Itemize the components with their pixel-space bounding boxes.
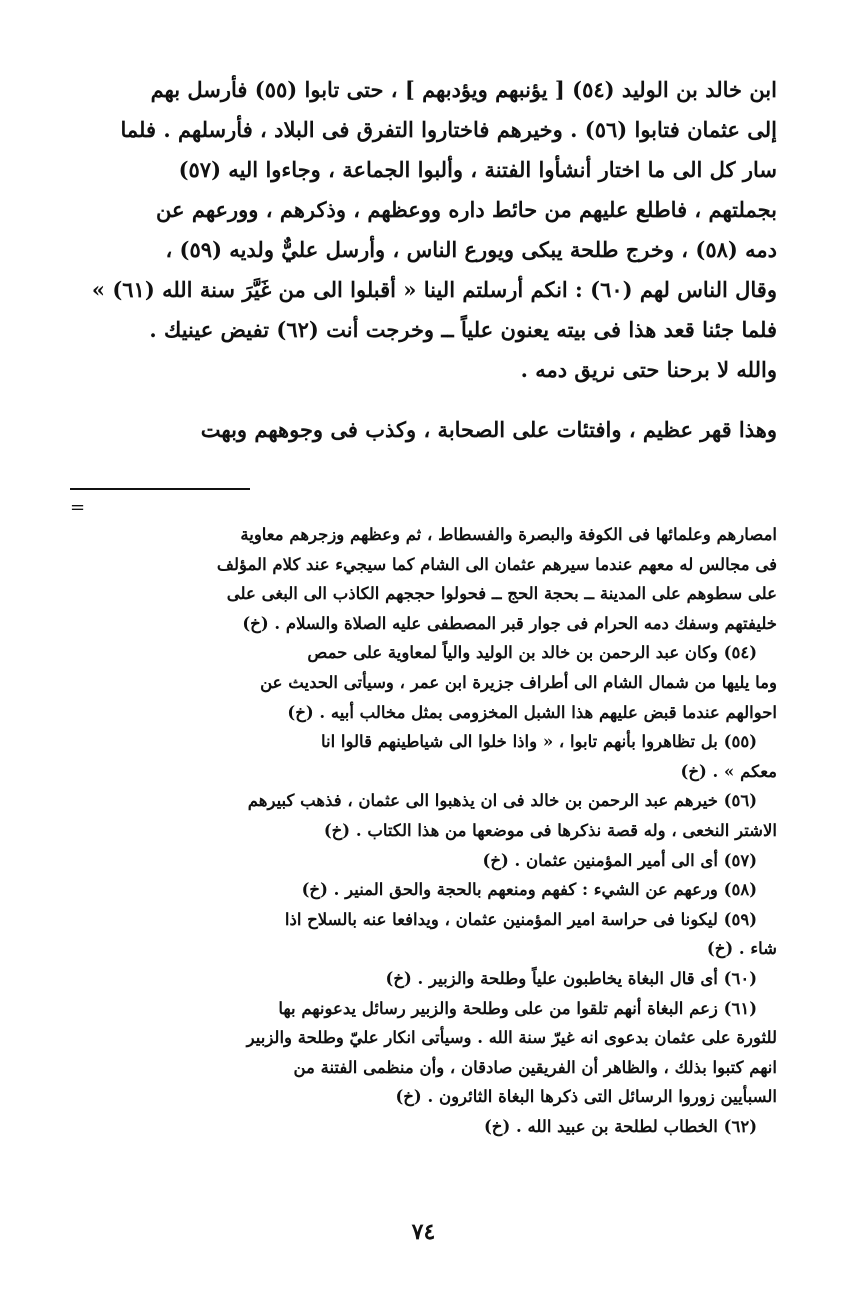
main-text-line: ابن خالد بن الوليد (٥٤) [ يؤنبهم ويؤدبهم ] ، حتى تابوا (٥٥) فأرسل بهم — [150, 77, 777, 102]
footnote-59: (٥٩) ليكونا فى حراسة امير المؤمنين عثمان ، ويدافعا عنه بالسلاح اذا — [284, 909, 757, 929]
footnote-line: خليفتهم وسفك دمه الحرام فى جوار قبر المصطفى عليه الصلاة والسلام . (خ) — [242, 613, 777, 633]
footnote-55: (٥٥) بل تظاهروا بأنهم تابوا ، « واذا خلوا الى شياطينهم قالوا انا — [320, 732, 757, 752]
footnote-56: (٥٦) خيرهم عبد الرحمن بن خالد فى ان يذهبوا الى عثمان ، فذهب كبيرهم — [247, 791, 757, 811]
footnote-line: امصارهم وعلمائها فى الكوفة والبصرة والفسطاط ، ثم وعظهم وزجرهم معاوية — [240, 525, 777, 544]
page-number: ٧٤ — [411, 1219, 436, 1245]
main-text-line: دمه (٥٨) ، وخرج طلحة يبكى ويورع الناس ، وأرسل عليٌّ ولديه (٥٩) ، — [165, 237, 777, 262]
footnote-line: شاء . (خ) — [706, 939, 777, 959]
footnote-62: (٦٢) الخطاب لطلحة بن عبيد الله . (خ) — [484, 1116, 757, 1136]
footnote-61: (٦١) زعم البغاة أنهم تلقوا من على وطلحة والزبير رسائل يدعونهم بها — [278, 998, 757, 1018]
closing-paragraph — [70, 410, 777, 450]
footnote-60: (٦٠) أى قال البغاة يخاطبون علياً وطلحة والزبير . (خ) — [385, 968, 757, 988]
footnote-54: (٥٤) وكان عبد الرحمن بن خالد بن الوليد والياً لمعاوية على حمص — [307, 643, 757, 663]
footnote-57: (٥٧) أى الى أمير المؤمنين عثمان . (خ) — [482, 850, 757, 870]
footnote-line: معكم » . (خ) — [680, 761, 777, 781]
footnote-line: للثورة على عثمان بدعوى انه غيرّ سنة الله . وسيأتى انكار عليّ وطلحة والزبير — [246, 1028, 777, 1048]
main-text-line: إلى عثمان فتابوا (٥٦) . وخيرهم فاختاروا التفرق فى البلاد ، فأرسلهم . فلما — [120, 117, 777, 142]
main-text-line: بجملتهم ، فاطلع عليهم من حائط داره ووعظهم ، وذكرهم ، وورعهم عن — [156, 197, 777, 222]
footnote-line: احوالهم عندما قبض عليهم هذا الشبل المخزومى بمثل مخالب أبيه . (خ) — [287, 702, 777, 722]
footnote-line: الاشتر النخعى ، وله قصة نذكرها فى موضعها من هذا الكتاب . (خ) — [323, 820, 777, 840]
footnote-line: السبأيين زوروا الرسائل التى ذكرها البغاة الثائرون . (خ) — [395, 1087, 777, 1107]
footnote-line: على سطوهم على المدينة ــ بحجة الحج ــ فحولوا حججهم الكاذب الى البغى على — [226, 584, 777, 604]
main-text-line: وقال الناس لهم (٦٠) : انكم أرسلتم الينا « أقبلوا الى من غَيَّرَ سنة الله (٦١) » — [91, 277, 777, 302]
footnotes — [70, 520, 777, 1141]
footnote-58: (٥٨) ورعهم عن الشيء : كفهم ومنعهم بالحجة والحق المنير . (خ) — [301, 880, 757, 900]
footnote-line: انهم كتبوا بذلك ، والظاهر أن الفريقين صادقان ، وأن منظمى الفتنة من — [293, 1057, 777, 1077]
footnote-line: فى مجالس له معهم عندما سيرهم عثمان الى الشام كما سيجيء عند كلام المؤلف — [216, 554, 777, 574]
main-text-line: سار كل الى ما اختار أنشأوا الفتنة ، وألبوا الجماعة ، وجاءوا اليه (٥٧) — [178, 157, 777, 182]
main-paragraph — [70, 70, 777, 390]
footnote-separator — [70, 488, 250, 490]
book-page — [70, 70, 777, 1265]
closing-line: وهذا قهر عظيم ، وافتئات على الصحابة ، وكذب فى وجوههم وبهت — [200, 417, 777, 442]
main-text-line: فلما جئنا قعد هذا فى بيته يعنون علياً ــ وخرجت أنت (٦٢) تفيض عينيك . — [149, 317, 777, 342]
footnote-line: وما يليها من شمال الشام الى أطراف جزيرة ابن عمر ، وسيأتى الحديث عن — [260, 672, 777, 692]
footnote-continuation-mark: = — [70, 497, 86, 518]
main-text — [70, 70, 777, 450]
main-text-line: والله لا برحنا حتى نريق دمه . — [520, 357, 777, 382]
